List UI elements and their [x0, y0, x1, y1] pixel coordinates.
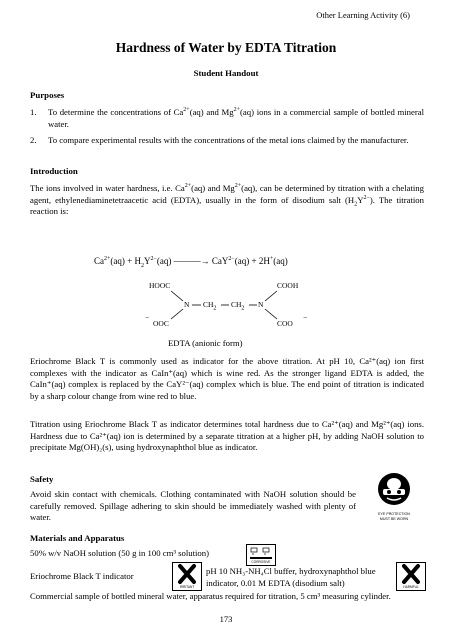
purpose-num-1: 1.: [30, 107, 37, 117]
purpose-item-1: [30, 107, 424, 131]
purpose-item-2: [30, 135, 424, 159]
purposes-heading: Purposes: [30, 90, 65, 100]
edta-ooc: OOC: [153, 319, 169, 328]
materials-sample: Commercial sample of bottled mineral water, apparatus required for titration, 5 cm³ measuring cylinder.: [30, 591, 391, 601]
intro-paragraph-2: Eriochrome Black T is commonly used as indicator for the above titration. At pH 10, Ca²⁺(aq) ion first complexes with the indicator as CaIn⁺(aq) which is wine red. As the stronger ligand EDTA is added, the CaIn⁺(aq) complex is replaced by the CaY²⁻(aq) complex which is blue. The end point of titration is indicated by a sharp colour change from wine red to blue.: [30, 356, 424, 401]
eye-protection-icon: [372, 471, 416, 507]
edta-structure: [145, 279, 315, 335]
edta-n-left: N: [184, 300, 190, 309]
edta-caption: EDTA (anionic form): [168, 338, 243, 348]
titration-equation: $Ca^{2+}(aq) + H_2Y^{2-}(aq)$ ———→ CaY$^{2-}$(aq) + 2H+(aq): [94, 256, 288, 269]
irritant-icon: [173, 563, 201, 585]
irritant-hazard-sign: [172, 562, 202, 591]
harmful-icon: [397, 563, 425, 585]
intro-paragraph-3: Titration using Eriochrome Black T as indicator determines total hardness due to Ca²⁺(aq) and Mg²⁺(aq) ions. Hardness due to Ca²⁺(aq) ion is determined by a separate titration at a higher pH, by adding NaOH solution to precipitate Mg(OH)₂(s), using hydroxynaphthol blue as indicator.: [30, 419, 424, 453]
edta-n-right: N: [258, 300, 264, 309]
edta-coo: COO: [277, 319, 293, 328]
edta-ch2-a: $CH_2$: [203, 300, 217, 312]
intro-paragraph-1: The ions involved in water hardness, i.e. $Ca^{2+}(aq)$ and $Mg^{2+}(aq)$, can be determined by titration with a chelating agent, ethylenediaminetetraacetic acid (EDTA), usually in the form of disodium salt $(H_2Y^{2-})$. The titration reaction is:: [30, 183, 424, 217]
purpose-text-1: To determine the concentrations of $Ca^{2+}(aq)$ and $Mg^{2+}(aq)$ ions in a commercial sample of bottled mineral water.: [48, 107, 424, 129]
safety-text: Avoid skin contact with chemicals. Clothing contaminated with NaOH solution should be carefully removed. Spillage adhering to skin should be immediately washed with plenty of water.: [30, 489, 356, 523]
materials-naoh: 50% w/v NaOH solution (50 g in 100 cm³ solution): [30, 548, 209, 558]
corrosive-hazard-sign: [246, 544, 276, 566]
corrosive-caption: CORROSIVE: [251, 560, 271, 564]
materials-heading: Materials and Apparatus: [30, 533, 125, 543]
edta-minus-right: −: [303, 313, 308, 322]
introduction-heading: Introduction: [30, 166, 78, 176]
safety-heading: Safety: [30, 474, 54, 484]
materials-buffer: pH 10 NH₃-NH₄Cl buffer, hydroxynaphthol blue indicator, 0.01 M EDTA (disodium salt): [206, 566, 376, 588]
purpose-num-2: 2.: [30, 135, 37, 145]
harmful-hazard-sign: [396, 562, 426, 591]
edta-cooh: COOH: [277, 281, 299, 290]
corrosive-icon: [247, 545, 275, 561]
page-title: Hardness of Water by EDTA Titration: [115, 40, 337, 55]
header-activity: Other Learning Activity (6): [316, 10, 410, 20]
harmful-caption: HARMFUL: [403, 585, 419, 589]
purpose-text-2: To compare experimental results with the concentrations of the metal ions claimed by the manufacturer.: [48, 135, 409, 145]
eye-protection-caption: EYE PROTECTION MUST BE WORN: [378, 512, 410, 521]
irritant-caption: IRRITANT: [179, 585, 195, 589]
edta-hooc: HOOC: [149, 281, 171, 290]
edta-minus-left: −: [145, 313, 150, 322]
materials-ebt: Eriochrome Black T indicator: [30, 571, 134, 581]
edta-ch2-b: $CH_2$: [231, 300, 245, 312]
page-number: 173: [219, 614, 233, 624]
page-subtitle: Student Handout: [193, 68, 259, 78]
eye-protection-sign: [372, 471, 416, 519]
